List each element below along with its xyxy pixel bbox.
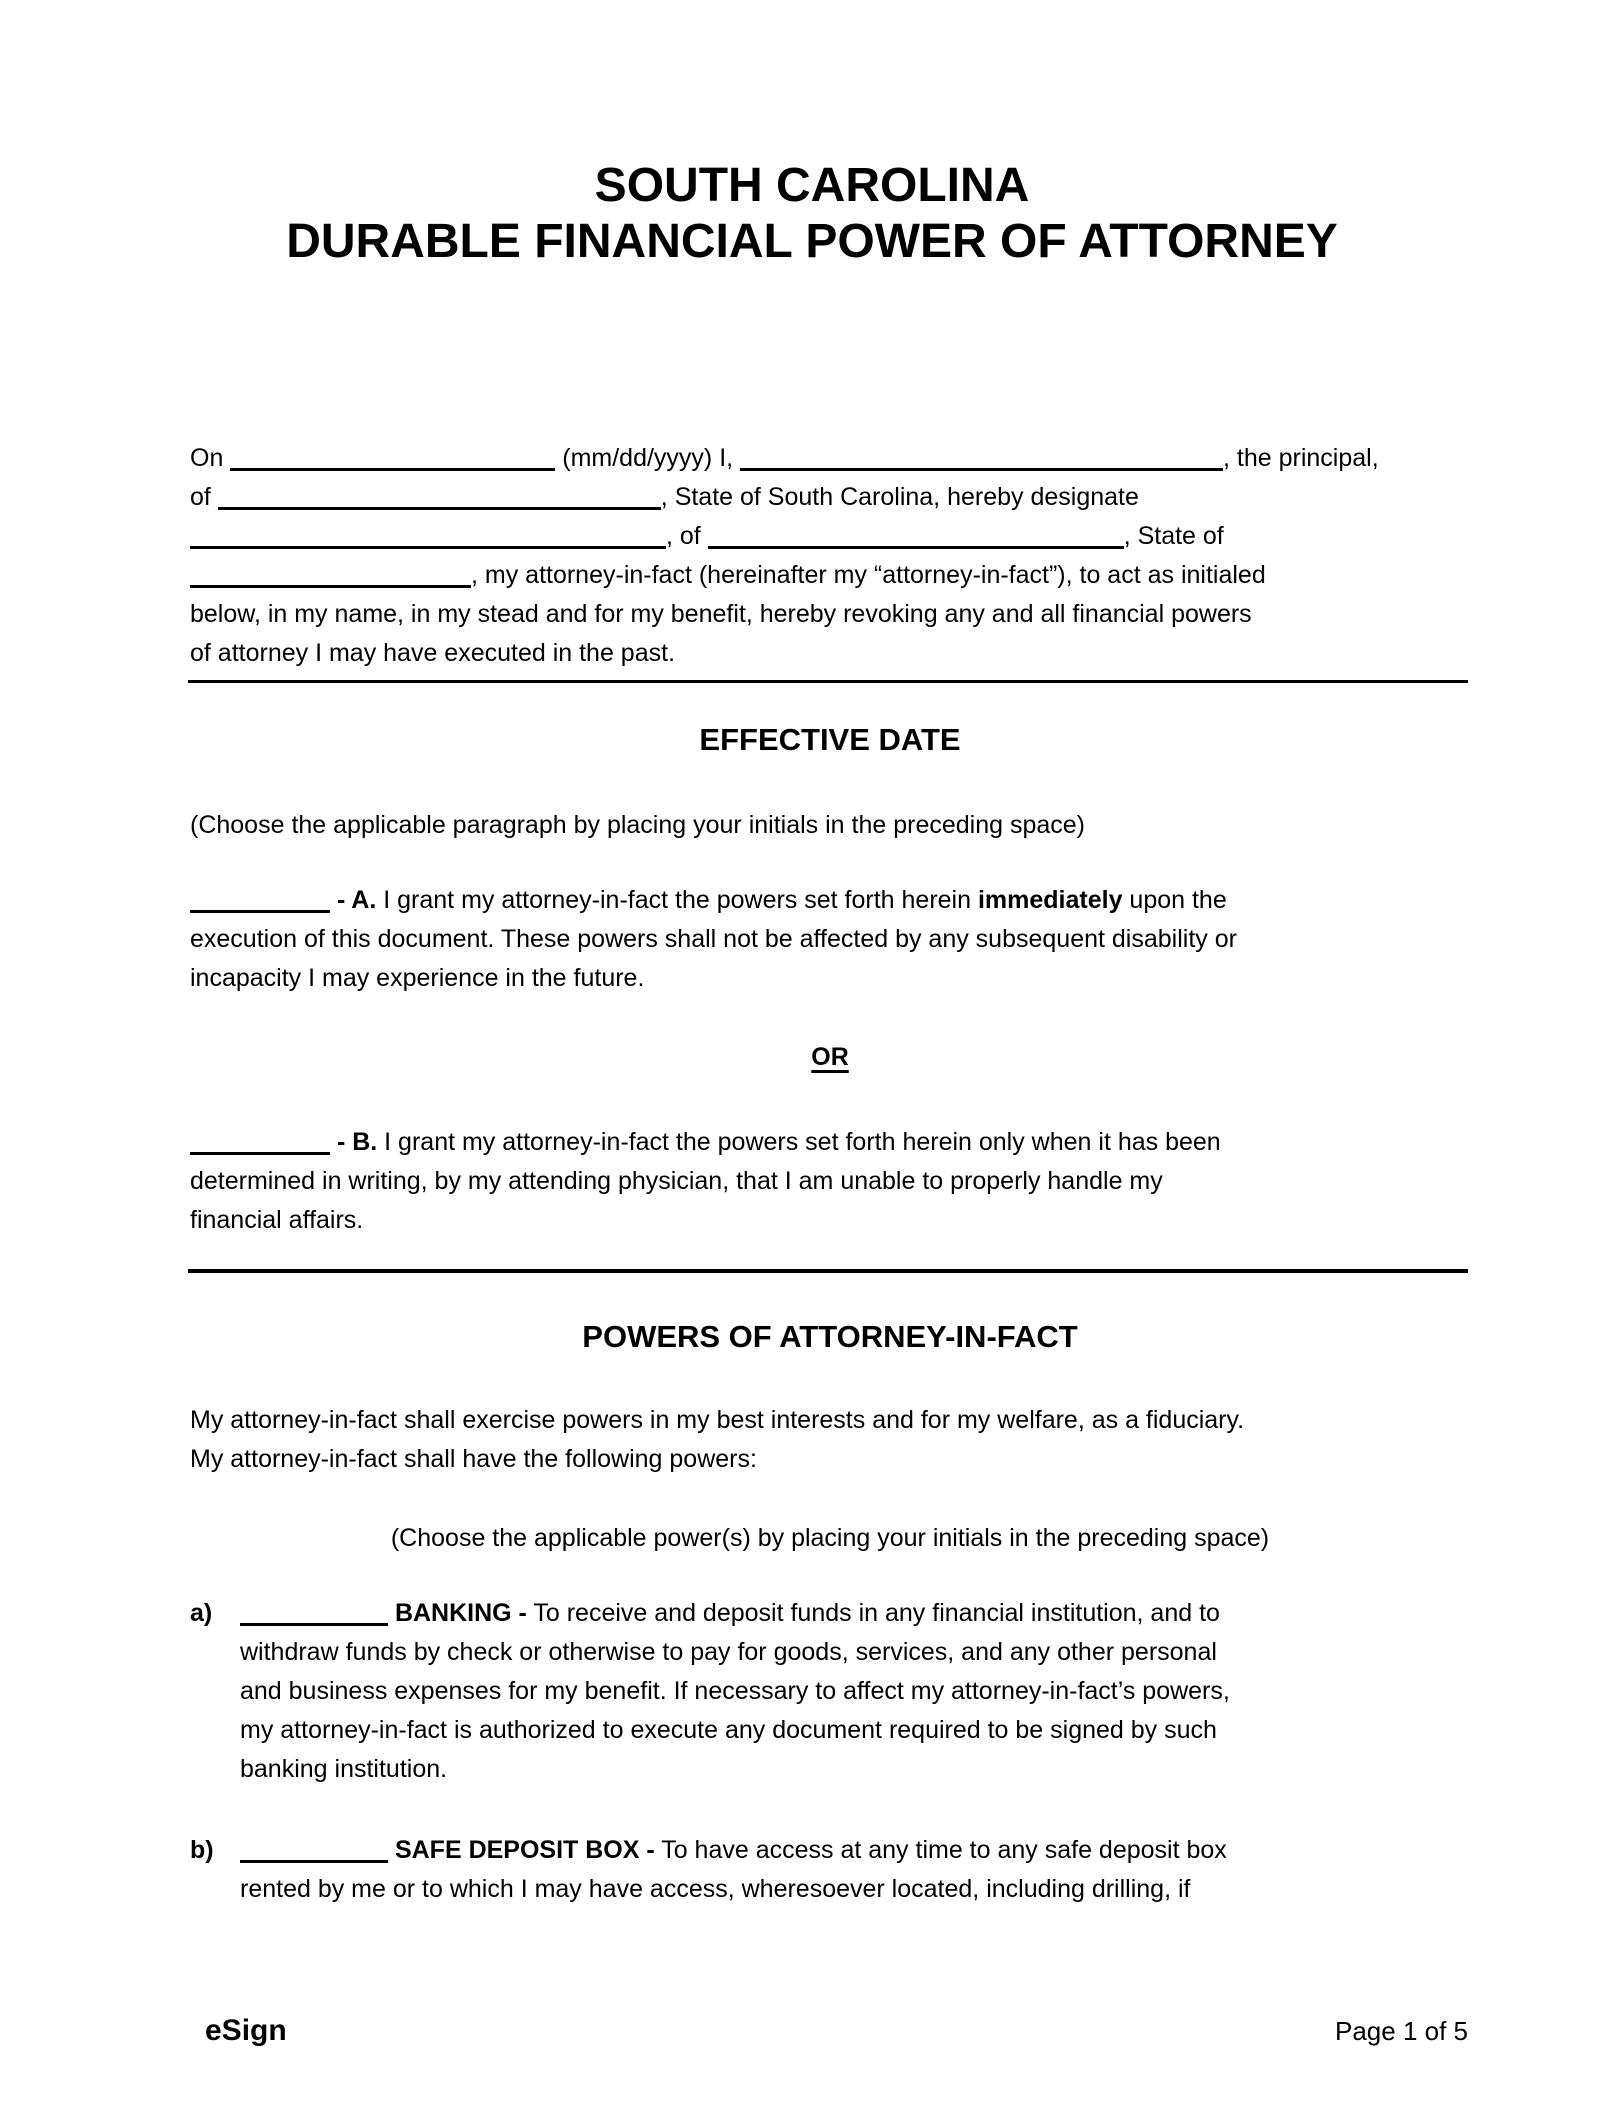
initials-banking-blank[interactable] xyxy=(240,1617,388,1626)
page-footer xyxy=(205,2014,1468,2048)
initials-safe-deposit-blank[interactable] xyxy=(240,1854,388,1863)
effective-date-heading: EFFECTIVE DATE xyxy=(699,722,961,757)
text-line xyxy=(190,959,1470,998)
agent-city-blank[interactable] xyxy=(708,540,1124,549)
principal-name-blank[interactable] xyxy=(740,462,1223,471)
option-a-paragraph xyxy=(190,881,1470,998)
text-run: execution of this document. These powers shall not be affected by any subsequent disability or xyxy=(190,925,1237,953)
text-run: , State of South Carolina, hereby designate xyxy=(660,483,1139,511)
bold-text-run: BANKING - xyxy=(388,1599,527,1627)
power-item-safe-deposit-box-text xyxy=(240,1831,1470,1909)
or-separator xyxy=(190,1038,1470,1077)
agent-name-blank[interactable] xyxy=(190,540,666,549)
text-run: banking institution. xyxy=(240,1755,448,1783)
bold-text-run: immediately xyxy=(977,886,1123,914)
document-title-line-1: SOUTH CAROLINA xyxy=(594,159,1030,212)
text-line xyxy=(240,1750,1470,1789)
text-run: To receive and deposit funds in any financial institution, and to xyxy=(526,1599,1220,1627)
agent-state-blank[interactable] xyxy=(190,579,471,588)
text-line xyxy=(240,1594,1470,1633)
text-run: rented by me or to which I may have access, wheresoever located, including drilling, if xyxy=(240,1875,1191,1903)
text-line: (Choose the applicable power(s) by placing your initials in the preceding space) xyxy=(390,1524,1270,1552)
power-item-banking xyxy=(190,1594,1470,1789)
text-run: of attorney I may have executed in the past. xyxy=(190,639,676,667)
power-item-safe-deposit-box-label: b) xyxy=(190,1836,214,1864)
text-line: (Choose the applicable paragraph by placing your initials in the preceding space) xyxy=(190,811,1085,839)
text-run: , of xyxy=(666,522,708,550)
bold-text-run: SAFE DEPOSIT BOX - xyxy=(388,1836,655,1864)
esign-logo: eSign xyxy=(205,2014,287,2047)
power-item-banking-text xyxy=(240,1594,1470,1789)
powers-heading: POWERS OF ATTORNEY-IN-FACT xyxy=(582,1319,1078,1354)
text-run: To have access at any time to any safe deposit box xyxy=(654,1836,1227,1864)
option-b-paragraph xyxy=(190,1123,1470,1240)
text-run: My attorney-in-fact shall have the following powers: xyxy=(190,1445,757,1473)
text-run: On xyxy=(190,444,231,472)
text-run: , the principal, xyxy=(1223,444,1379,472)
text-line xyxy=(190,1401,1470,1440)
bold-text-run: - B. xyxy=(330,1128,378,1156)
text-run: below, in my name, in my stead and for my benefit, hereby revoking any and all financial powers xyxy=(190,600,1252,628)
powers-intro-paragraph xyxy=(190,1401,1470,1479)
text-line xyxy=(190,1201,1470,1240)
text-run: financial affairs. xyxy=(190,1206,364,1234)
effective-date-instruction xyxy=(190,806,1470,845)
principal-city-blank[interactable] xyxy=(218,501,661,510)
text-line xyxy=(240,1870,1470,1909)
text-line xyxy=(240,1831,1470,1870)
text-line xyxy=(240,1633,1470,1672)
text-line xyxy=(190,634,1470,673)
text-line xyxy=(240,1711,1470,1750)
text-line xyxy=(190,920,1470,959)
initials-option-a-blank[interactable] xyxy=(190,904,330,913)
section-divider-1 xyxy=(188,680,1468,683)
text-line xyxy=(190,556,1470,595)
bold-text-run: - A. xyxy=(330,886,377,914)
date-blank[interactable] xyxy=(230,462,555,471)
text-run: incapacity I may experience in the future. xyxy=(190,964,645,992)
text-run: My attorney-in-fact shall exercise powers in my best interests and for my welfare, as a fiduciary. xyxy=(190,1406,1245,1434)
power-item-safe-deposit-box xyxy=(190,1831,1470,1909)
intro-paragraph xyxy=(190,439,1470,673)
text-run: determined in writing, by my attending physician, that I am unable to properly handle my xyxy=(190,1167,1163,1195)
or-label: OR xyxy=(811,1043,849,1071)
text-line xyxy=(190,595,1470,634)
text-line xyxy=(190,478,1470,517)
text-run: I grant my attorney-in-fact the powers set forth herein only when it has been xyxy=(377,1128,1221,1156)
text-run: of xyxy=(190,483,218,511)
initials-option-b-blank[interactable] xyxy=(190,1146,330,1155)
text-run: (mm/dd/yyyy) I, xyxy=(555,444,741,472)
text-run: withdraw funds by check or otherwise to pay for goods, services, and any other personal xyxy=(240,1638,1217,1666)
power-item-banking-label: a) xyxy=(190,1599,213,1627)
text-run: and business expenses for my benefit. If necessary to affect my attorney-in-fact’s powers, xyxy=(240,1677,1230,1705)
text-line xyxy=(190,1123,1470,1162)
text-run: my attorney-in-fact is authorized to execute any document required to be signed by such xyxy=(240,1716,1217,1744)
text-line xyxy=(190,1440,1470,1479)
text-run: , State of xyxy=(1123,522,1224,550)
text-line xyxy=(190,517,1470,556)
text-line xyxy=(190,439,1470,478)
page-number: Page 1 of 5 xyxy=(1335,2016,1468,2046)
text-run: I grant my attorney-in-fact the powers set forth herein xyxy=(376,886,978,914)
document-title-line-2: DURABLE FINANCIAL POWER OF ATTORNEY xyxy=(286,215,1338,268)
text-line xyxy=(240,1672,1470,1711)
text-line xyxy=(190,881,1470,920)
text-run: , my attorney-in-fact (hereinafter my “attorney-in-fact”), to act as initialed xyxy=(471,561,1266,589)
document-title xyxy=(0,158,1624,270)
text-line xyxy=(190,1162,1470,1201)
section-divider-2 xyxy=(188,1269,1468,1273)
powers-instruction xyxy=(190,1519,1470,1558)
text-run: upon the xyxy=(1122,886,1227,914)
